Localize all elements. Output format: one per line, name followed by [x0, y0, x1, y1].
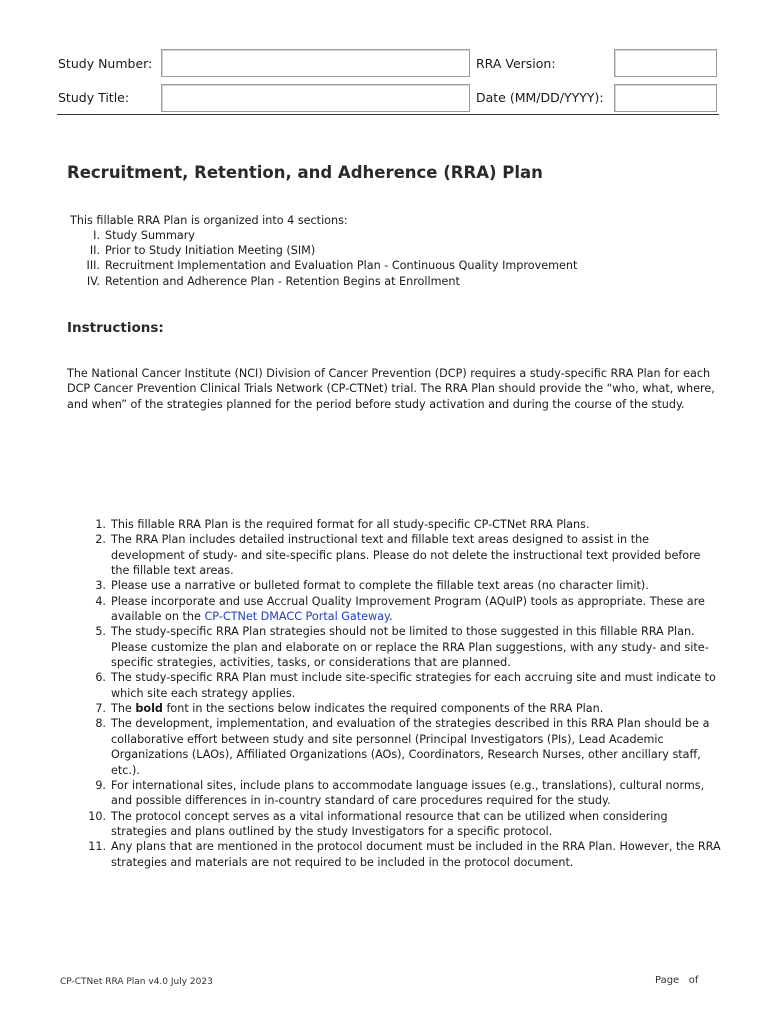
section-text: Prior to Study Initiation Meeting (SIM) [105, 244, 316, 258]
study-number-field[interactable] [161, 49, 470, 77]
list-item-text: The development, implementation, and evaluation of the strategies described in this RRA Plan should be a collaborative effort between study and site personnel (Principal Investigators (PIs), Lead Academic Organizations (LAOs), Affiliated Organizations (AOs), Coordinators, Research Nurses, other ancillary staff, etc.). [111, 717, 710, 777]
list-item [67, 624, 722, 670]
list-item-text-pre: Please incorporate and use Accrual Quality Improvement Program (AQuIP) tools as appropriate. These are available on the [111, 594, 705, 624]
list-item-text: For international sites, include plans to accommodate language issues (e.g., translations), cultural norms, and possible differences in in-country standard of care procedures required for the study. [111, 778, 705, 808]
list-item-number: 10. [88, 809, 106, 823]
section-item [70, 243, 577, 258]
list-item-number: 5. [95, 625, 106, 639]
study-title-field[interactable] [161, 84, 470, 112]
intro-block [70, 213, 578, 288]
list-item-number: 1. [95, 518, 106, 531]
page-title: Recruitment, Retention, and Adherence (RRA) Plan [67, 163, 543, 182]
footer-page-number: Page of [655, 975, 699, 986]
study-title-label: Study Title: [58, 90, 130, 105]
section-text: Recruitment Implementation and Evaluation Plan - Continuous Quality Improvement [105, 259, 578, 273]
list-item [67, 532, 722, 578]
section-item [70, 228, 577, 243]
section-number: III. [86, 259, 100, 273]
list-item [67, 578, 722, 593]
instructions-list [67, 517, 722, 870]
list-item-text: The protocol concept serves as a vital informational resource that can be utilized when considering strategies and plans outlined by the study Investigators for a specific protocol. [111, 809, 668, 838]
list-item [67, 716, 722, 777]
list-item-text [111, 701, 722, 716]
header-divider [57, 114, 719, 115]
list-item-text-pre: The [111, 702, 136, 716]
rra-version-field[interactable] [614, 49, 717, 77]
list-item [67, 594, 722, 625]
list-item-number: 11. [88, 840, 106, 854]
list-item-text: The study-specific RRA Plan must include site-specific strategies for each accruing site and must indicate to which site each strategy applies. [111, 671, 716, 700]
section-number: IV. [86, 274, 100, 288]
instructions-paragraph: The National Cancer Institute (NCI) Division of Cancer Prevention (DCP) requires a study-specific RRA Plan for each DCP Cancer Prevention Clinical Trials Network (CP-CTNet) trial. The RRA Plan should provide the “who, what, where, and when” of the strategies planned for the period before study activation and during the course of the study. [67, 367, 715, 411]
list-item [67, 778, 722, 809]
list-item-number: 3. [95, 579, 106, 593]
list-item-text [111, 594, 722, 625]
list-item-text-post: . [389, 610, 393, 624]
portal-gateway-link[interactable]: CP-CTNet DMACC Portal Gateway [204, 610, 390, 624]
list-item-number: 4. [95, 594, 106, 608]
study-number-label: Study Number: [58, 56, 153, 71]
rra-version-label: RRA Version: [476, 56, 556, 71]
list-item-text-post: font in the sections below indicates the required components of the RRA Plan. [162, 702, 604, 716]
list-item-number: 2. [95, 533, 106, 547]
list-item-text: Any plans that are mentioned in the protocol document must be included in the RRA Plan. However, the RRA strategies and materials are not required to be included in the protocol document. [111, 840, 721, 869]
list-item [67, 809, 722, 840]
instructions-heading: Instructions: [67, 320, 164, 336]
bold-word: bold [135, 702, 163, 716]
list-item-number: 9. [95, 778, 106, 792]
section-number: I. [93, 229, 100, 242]
list-item [67, 701, 722, 716]
section-text: Study Summary [105, 229, 195, 242]
list-item-text: This fillable RRA Plan is the required format for all study-specific CP-CTNet RRA Plans. [111, 518, 590, 531]
section-item [70, 274, 577, 289]
list-item-text: The study-specific RRA Plan strategies should not be limited to those suggested in this fillable RRA Plan. Please customize the plan and elaborate on or replace the RRA Plan suggestions, with any study- and site-specific strategies, activities, tasks, or considerations that are planned. [111, 625, 709, 670]
section-number: II. [89, 244, 100, 258]
list-item-text: The RRA Plan includes detailed instructional text and fillable text areas designed to assist in the development of study- and site-specific plans. Please do not delete the instructional text provided before the fillable text areas. [111, 533, 701, 578]
date-label: Date (MM/DD/YYYY): [476, 90, 604, 105]
date-field[interactable] [614, 84, 717, 112]
section-item [70, 258, 577, 273]
list-item [67, 839, 722, 870]
list-item [67, 517, 722, 532]
footer-version: CP-CTNet RRA Plan v4.0 July 2023 [60, 977, 213, 987]
intro-lead: This fillable RRA Plan is organized into 4 sections: [70, 214, 348, 227]
list-item-number: 7. [95, 702, 106, 716]
section-list [70, 228, 577, 289]
section-text: Retention and Adherence Plan - Retention Begins at Enrollment [105, 274, 460, 288]
list-item-text: Please use a narrative or bulleted format to complete the fillable text areas (no character limit). [111, 579, 649, 593]
list-item-number: 8. [95, 717, 106, 731]
list-item [67, 670, 722, 701]
list-item-number: 6. [95, 671, 106, 685]
